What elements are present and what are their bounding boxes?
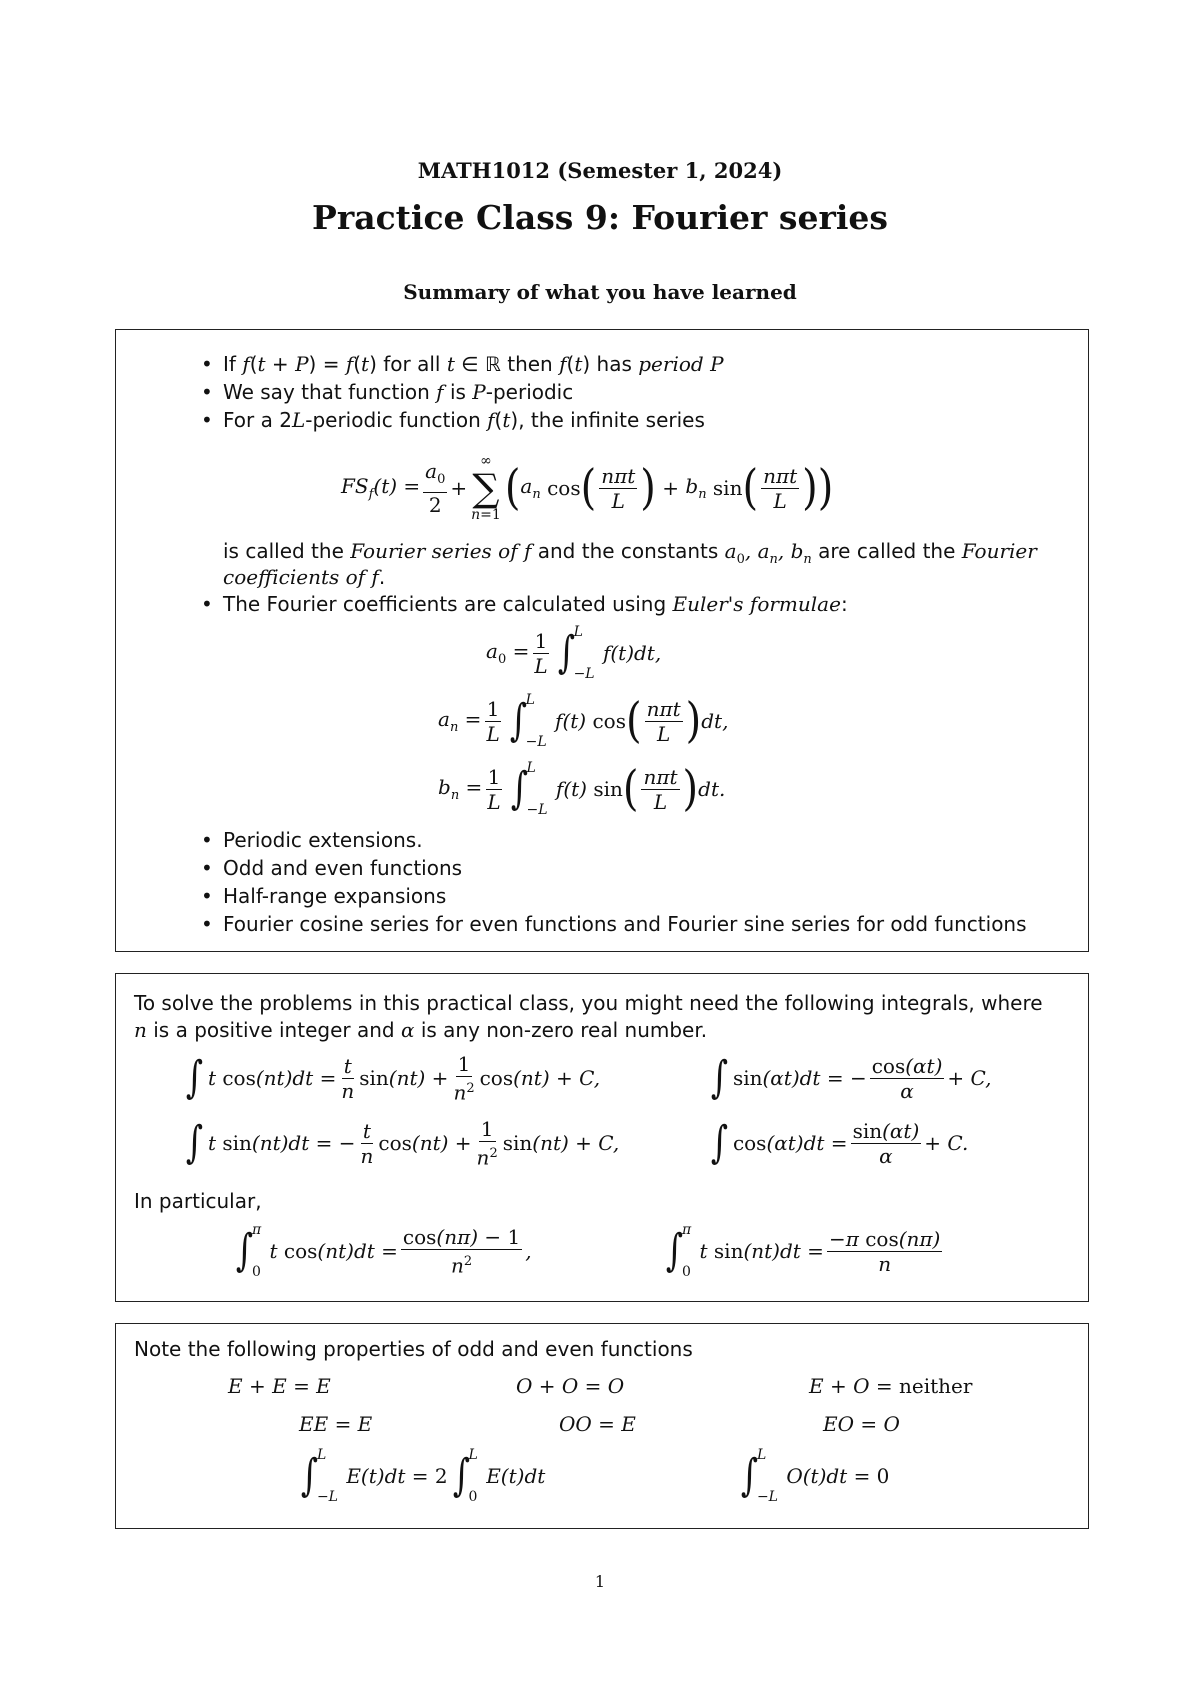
- parity-intro: Note the following properties of odd and even functions: [134, 1337, 693, 1361]
- integral-t-sin: ∫ t sin (nt)dt = − $\frac{t}{n}$ cos (nt) + $\frac{1}{n^2}$ sin (nt) + C,: [185, 1116, 620, 1170]
- formula-bn: $b_n$ = $\frac{1}{L}$ ∫ L −L f(t) sin ( $\frac{\text{nπt}}{L}$ ) dt.: [438, 760, 726, 818]
- bullet-periodic: • We say that function f is P-periodic: [223, 380, 573, 404]
- fourier-series-definition-line2: coefficients of f.: [223, 565, 386, 589]
- integrals-box: [115, 973, 1089, 1302]
- integral-t-cos: ∫ t cos (nt)dt = $\frac{t}{n}$ sin (nt) + $\frac{1}{n^2}$ cos (nt) + C,: [185, 1051, 601, 1105]
- integrals-intro-line2: n is a positive integer and α is any non-zero real number.: [134, 1018, 708, 1042]
- parity-box: [115, 1323, 1089, 1529]
- fourier-series-definition-line1: is called the Fourier series of f and the constants $a_0$, $a_n$, $b_n$ are called the Fourier: [223, 539, 1037, 567]
- bullet-cosine-sine-series: • Fourier cosine series for even functions and Fourier sine series for odd functions: [223, 912, 1027, 936]
- rule-oo: OO = E: [559, 1412, 636, 1436]
- integral-sin-alpha: ∫ sin (αt)dt = − $\frac{\cos(\alpha t)}{\alpha}$ + C,: [710, 1052, 992, 1103]
- definite-integral-t-sin: ∫ π 0 t sin (nt)dt = $\frac{\text{−π cos(nπ)}}{n}$: [665, 1222, 941, 1280]
- bullet-odd-even: • Odd and even functions: [223, 856, 462, 880]
- rule-odd-integral: ∫ L −L O(t)dt = 0: [740, 1447, 890, 1505]
- fourier-series-formula: $FS_f(t)$ = $\frac{a_0}{2}$ + ∞ ∑ n=1 ( $a_n$ cos ( $\frac{\text{nπt}}{L}$ ) + $b_n$ sin ( $\frac{\text{nπt}}{L}$ ) ): [341, 453, 834, 523]
- formula-an: $a_n$ = $\frac{1}{L}$ ∫ L −L f(t) cos ( $\frac{\text{nπt}}{L}$ ) dt,: [438, 692, 729, 750]
- formula-a0: $a_0$ = $\frac{1}{L}$ ∫ L −L f(t)dt,: [486, 624, 662, 682]
- rule-even-integral: ∫ L −L E(t)dt = 2 ∫ L 0 E(t)dt: [300, 1447, 546, 1505]
- rule-ee: EE = E: [299, 1412, 373, 1436]
- in-particular-label: In particular,: [134, 1189, 262, 1213]
- course-heading: MATH1012 (Semester 1, 2024): [417, 158, 783, 183]
- bullet-periodic-extensions: • Periodic extensions.: [223, 828, 423, 852]
- rule-eo: EO = O: [823, 1412, 900, 1436]
- bullet-2l-periodic: • For a 2L-periodic function f(t), the infinite series: [223, 408, 705, 432]
- summary-box: [115, 329, 1089, 952]
- page-title: Practice Class 9: Fourier series: [312, 198, 888, 237]
- integral-cos-alpha: ∫ cos (αt)dt = $\frac{\sin(\alpha t)}{\alpha}$ + C.: [710, 1117, 969, 1168]
- page-number: 1: [594, 1572, 606, 1591]
- rule-o-plus-o: O + O = O: [516, 1374, 625, 1398]
- bullet-euler: • The Fourier coefficients are calculated using Euler's formulae:: [223, 592, 848, 616]
- bullet-period: • If f(t + P) = f(t) for all t ∈ ℝ then f(t) has period P: [223, 352, 724, 376]
- summary-heading: Summary of what you have learned: [403, 280, 797, 304]
- rule-e-plus-o: E + O = neither: [809, 1374, 973, 1398]
- rule-e-plus-e: E + E = E: [228, 1374, 331, 1398]
- bullet-half-range: • Half-range expansions: [223, 884, 446, 908]
- definite-integral-t-cos: ∫ π 0 t cos (nt)dt = $\frac{\cos(n\pi) - 1}{n^2}$ ,: [235, 1222, 532, 1280]
- integrals-intro-line1: To solve the problems in this practical class, you might need the following integrals, where: [134, 991, 1043, 1015]
